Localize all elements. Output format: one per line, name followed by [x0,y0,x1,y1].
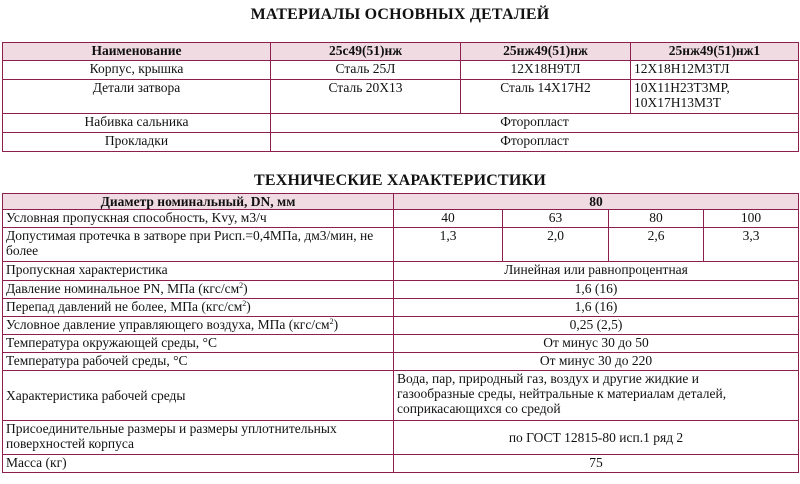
cell: 1,6 (16) [394,281,799,299]
row-name: Детали затвора [3,80,271,114]
table-row [3,281,799,299]
table-row [3,114,799,133]
tech-table [2,193,799,473]
table-row [3,455,799,473]
cell: по ГОСТ 12815-80 исп.1 ряд 2 [394,421,799,455]
table-row [3,80,799,114]
cell: 1,6 (16) [394,299,799,317]
cell: 12Х18Н9ТЛ [461,61,631,80]
materials-table [2,42,799,152]
cell: 2,0 [503,228,609,262]
row-label: Условная пропускная способность, Kvy, м3/ч [3,210,394,228]
table-header-row [3,194,799,210]
cell: Вода, пар, природный газ, воздух и другие жидкие и газообразные среды, нейтральные к материалам деталей, соприкасающихся со средой [394,371,799,421]
cell-line: 10Х11Н23Т3МР, [634,80,730,95]
table-row [3,371,799,421]
row-label: Масса (кг) [3,455,394,473]
cell: 2,6 [609,228,704,262]
cell [631,80,799,114]
cell-line: 10Х17Н13М3Т [634,95,721,110]
table-row [3,228,799,262]
column-header: 25нж49(51)нж1 [631,43,799,61]
column-header: Диаметр номинальный, DN, мм [3,194,394,210]
cell: 100 [704,210,799,228]
cell: 80 [609,210,704,228]
table-row [3,353,799,371]
tech-title: ТЕХНИЧЕСКИЕ ХАРАКТЕРИСТИКИ [254,172,546,189]
row-label: Пропускная характеристика [3,262,394,281]
cell: 0,25 (2,5) [394,317,799,335]
cell: 75 [394,455,799,473]
cell: 1,3 [394,228,503,262]
cell: 12Х18Н12М3ТЛ [631,61,799,80]
row-label: Температура окружающей среды, °С [3,335,394,353]
column-header: Наименование [3,43,271,61]
table-row [3,299,799,317]
table-row [3,421,799,455]
materials-title: МАТЕРИАЛЫ ОСНОВНЫХ ДЕТАЛЕЙ [250,6,550,23]
row-label: Температура рабочей среды, °С [3,353,394,371]
cell: 3,3 [704,228,799,262]
cell: Сталь 14Х17Н2 [461,80,631,114]
cell: От минус 30 до 220 [394,353,799,371]
row-label: Присоединительные размеры и размеры уплотнительных поверхностей корпуса [3,421,394,455]
table-row [3,262,799,281]
row-label: Давление номинальное PN, МПа $(кгс/см^2)$ [3,281,394,299]
row-name: Корпус, крышка [3,61,271,80]
table-row [3,335,799,353]
table-row [3,133,799,152]
row-label: Условное давление управляющего воздуха, МПа $(кгс/см^2)$ [3,317,394,335]
cell: 40 [394,210,503,228]
cell: От минус 30 до 50 [394,335,799,353]
row-label: Перепад давлений не более, МПа $(кгс/см^2)$ [3,299,394,317]
table-row [3,61,799,80]
row-label: Характеристика рабочей среды [3,371,394,421]
column-header: 25нж49(51)нж [461,43,631,61]
cell: Линейная или равнопроцентная [394,262,799,281]
column-header: 25с49(51)нж [271,43,461,61]
cell: 63 [503,210,609,228]
row-name: Набивка сальника [3,114,271,133]
cell: Фторопласт [271,114,799,133]
table-row [3,210,799,228]
table-header-row [3,43,799,61]
row-label: Допустимая протечка в затворе при Рисп.=0,4МПа, дм3/мин, не более [3,228,394,262]
column-header: 80 [394,194,799,210]
row-name: Прокладки [3,133,271,152]
table-row [3,317,799,335]
cell: Сталь 20Х13 [271,80,461,114]
cell: Сталь 25Л [271,61,461,80]
cell: Фторопласт [271,133,799,152]
